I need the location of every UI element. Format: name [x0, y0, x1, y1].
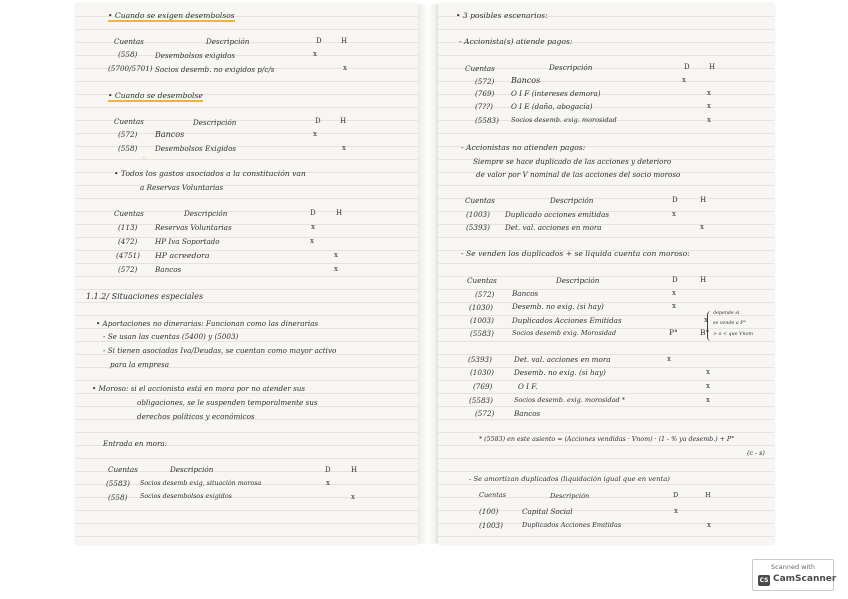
formula-line-1: * (5583) en este asiento = (Acciones vendidas · Vnom) · (1 - % ya desemb.) + P° [479, 436, 735, 443]
t1-row1-debit-mark: x [313, 50, 317, 58]
t3-row3-code: (4751) [116, 251, 140, 260]
t3-row3-credit-mark: x [334, 251, 338, 259]
t2-header-cuentas: Cuentas [114, 117, 144, 126]
t5-header-h: H [709, 63, 716, 71]
camscanner-name: CamScanner [773, 574, 837, 584]
t4-header-d: D [325, 466, 331, 474]
t7-row7-credit-mark: x [706, 382, 710, 390]
t4-row1-code: (5583) [106, 479, 130, 488]
camscanner-scanned-with: Scanned with [771, 563, 815, 571]
t6-row2-desc: Det. val. acciones en mora [505, 223, 602, 232]
t5-row3-credit-mark: x [707, 102, 711, 110]
t7-note-line-3: > o < que Vnom [713, 332, 754, 337]
t1-row1-desc: Desembolsos exigidos [155, 51, 236, 60]
gastos-line-2: a Reservas Voluntarias [140, 183, 224, 192]
t2-header-descripcion: Descripción [193, 118, 237, 127]
aportaciones-line-1: • Aportaciones no dinerarias: Funcionan como las dinerarias [96, 319, 319, 328]
t8-row2-code: (1003) [479, 521, 503, 530]
t3-row2-desc: HP Iva Soportado [155, 237, 220, 246]
t7-row7-code: (769) [473, 382, 493, 391]
t3-header-h: H [336, 209, 343, 217]
t3-header-descripcion: Descripción [184, 209, 228, 218]
t5-header-descripcion: Descripción [549, 63, 593, 72]
t3-row4-desc: Bancos [155, 265, 182, 274]
moroso-line-2: obligaciones, se le suspenden temporalmente sus [137, 398, 318, 407]
t7-row6-credit-mark: x [706, 368, 710, 376]
t7-row1-code: (572) [475, 290, 495, 299]
aportaciones-line-4: para la empresa [110, 360, 170, 369]
t6-row2-code: (5393) [466, 223, 490, 232]
duplicado-line-1: Siempre se hace duplicado de las acciones y deterioro [473, 157, 672, 166]
t7-row6-desc: Desemb. no exig. (si hay) [514, 368, 606, 377]
t7-row2-debit-mark: x [672, 302, 676, 310]
camscanner-watermark [752, 559, 837, 591]
t5-row2-code: (769) [475, 89, 495, 98]
t8-row2-desc: Duplicados Acciones Emitidas [522, 521, 622, 529]
t8-row1-desc: Capital Social [522, 507, 573, 516]
t3-row3-desc: HP acreedora [155, 251, 210, 260]
t5-row2-credit-mark: x [707, 89, 711, 97]
t6-header-descripcion: Descripción [550, 196, 594, 205]
t5-row1-debit-mark: x [682, 76, 686, 84]
t5-header-d: D [684, 63, 690, 71]
t5-row4-credit-mark: x [707, 116, 711, 124]
t7-header-h: H [700, 276, 707, 284]
t2-yellow-tick: ' [143, 155, 145, 164]
t7-row5-code: (5393) [468, 355, 492, 364]
t1-header-descripcion: Descripción [206, 37, 250, 46]
t2-header-h: H [340, 117, 347, 125]
t6-row2-credit-mark: x [700, 223, 704, 231]
t1-row1-code: (558) [118, 50, 138, 59]
t7-row3-credit-mark: x [704, 316, 708, 324]
heading-cuando-exigen: • Cuando se exigen desembolsos [108, 11, 235, 20]
t3-row2-code: (472) [118, 237, 138, 246]
t6-row1-desc: Duplicado acciones emitidas [505, 210, 610, 219]
t2-header-d: D [315, 117, 321, 125]
t7-note-line-1: depende si [713, 311, 740, 316]
t3-header-d: D [310, 209, 316, 217]
t7-row5-debit-mark: x [667, 355, 671, 363]
t2-row2-credit-mark: x [342, 144, 346, 152]
t7-row9-desc: Bancos [514, 409, 541, 418]
t7-row9-code: (572) [475, 409, 495, 418]
t8-row2-credit-mark: x [707, 521, 711, 529]
t8-row1-code: (100) [479, 507, 499, 516]
gastos-line-1: • Todos los gastos asociados a la constitución van [114, 169, 306, 178]
t6-header-cuentas: Cuentas [465, 196, 495, 205]
t7-note-line-2: se vende a P° [713, 321, 746, 326]
t5-row3-code: (7??) [475, 102, 493, 111]
formula-line-2: (c - s) [747, 450, 765, 457]
t4-row2-credit-mark: x [351, 493, 355, 501]
t4-header-descripcion: Descripción [170, 465, 214, 474]
t6-header-h: H [700, 196, 707, 204]
t6-row1-debit-mark: x [672, 210, 676, 218]
t8-row1-debit-mark: x [674, 507, 678, 515]
heading-no-atienden-pagos: - Accionistas no atienden pagos: [461, 143, 586, 152]
t2-row1-debit-mark: x [313, 130, 317, 138]
t7-row2-code: (1030) [469, 303, 493, 312]
t8-header-cuentas: Cuentas [479, 491, 507, 499]
t2-row1-desc: Bancos [155, 130, 185, 139]
t8-header-descripcion: Descripción [550, 492, 590, 500]
camscanner-logo-icon: CS [759, 577, 769, 584]
t4-header-h: H [351, 466, 358, 474]
t4-row1-desc: Socios desemb exig, situación morosa [140, 480, 262, 487]
t5-row4-code: (5583) [475, 116, 499, 125]
t3-row1-desc: Reservas Voluntarias [155, 223, 232, 232]
t7-row8-desc: Socios desemb. exig. morosidad * [514, 396, 625, 404]
t1-row2-code: (5700/5701) [108, 64, 153, 73]
notebook-spine [418, 4, 438, 544]
moroso-line-3: derechos políticos y económicos [137, 412, 255, 421]
t5-header-cuentas: Cuentas [465, 64, 495, 73]
aportaciones-line-2: - Se usan las cuentas (5400) y (5003) [103, 332, 239, 341]
heading-atiende-pagos: - Accionista(s) atiende pagos: [459, 37, 573, 46]
t6-header-d: D [672, 196, 678, 204]
t8-header-d: D [673, 491, 679, 499]
t4-row2-code: (558) [108, 493, 128, 502]
t2-row2-desc: Desembolsos Exigidos [155, 144, 237, 153]
t7-row3-code: (1003) [470, 316, 494, 325]
t7-row5-desc: Det. val. acciones en mora [514, 355, 611, 364]
t3-row1-debit-mark: x [311, 223, 315, 231]
t1-header-cuentas: Cuentas [114, 37, 144, 46]
t3-row1-code: (113) [118, 223, 138, 232]
t7-row7-desc: O I F. [518, 382, 538, 391]
t5-row1-code: (572) [475, 77, 495, 86]
section-title-situaciones-especiales: 1.1.2/ Situaciones especiales [86, 292, 204, 301]
duplicado-line-2: de valor por V nominal de las acciones del socio moroso [476, 170, 681, 179]
t2-row1-code: (572) [118, 130, 138, 139]
t7-header-descripcion: Descripción [556, 276, 600, 285]
t6-row1-code: (1003) [466, 210, 490, 219]
t7-row3-desc: Duplicados Acciones Emitidas [512, 316, 622, 325]
t3-row4-code: (572) [118, 265, 138, 274]
t3-row2-debit-mark: x [310, 237, 314, 245]
t7-header-cuentas: Cuentas [467, 276, 497, 285]
t7-row8-code: (5583) [469, 396, 493, 405]
t7-row8-credit-mark: x [706, 396, 710, 404]
t7-row4-credit-benefit: B° [700, 328, 710, 337]
heading-cuando-desembolse: • Cuando se desembolse [108, 91, 203, 100]
entrada-en-mora-label: Entrada en mora: [103, 439, 168, 448]
t7-row4-desc: Socios desemb exig. Morosidad [512, 329, 617, 337]
t1-header-d: D [316, 37, 322, 45]
t7-row1-desc: Bancos [512, 289, 539, 298]
t5-row1-desc: Bancos [511, 76, 541, 85]
t5-row4-desc: Socios desemb. exig. morosidad [511, 116, 617, 124]
amortizan-heading: - Se amortizan duplicados (liquidación igual que en venta) [469, 475, 670, 483]
left-notebook-page [76, 4, 418, 544]
t7-header-d: D [672, 276, 678, 284]
t4-row1-debit-mark: x [326, 479, 330, 487]
t7-row4-debit-price: P° [669, 328, 678, 337]
t2-row2-code: (558) [118, 144, 138, 153]
aportaciones-line-3: - Si tienen asociadas Iva/Deudas, se cuentan como mayor activo [103, 346, 337, 355]
t1-header-h: H [341, 37, 348, 45]
venden-duplicados-heading: - Se venden los duplicados + se liquida cuenta con moroso: [461, 249, 690, 258]
t1-row2-credit-mark: x [343, 64, 347, 72]
t4-header-cuentas: Cuentas [108, 465, 138, 474]
t7-row4-code: (5583) [470, 329, 494, 338]
t5-row2-desc: O I F (intereses demora) [511, 89, 601, 98]
moroso-line-1: • Moroso: si el accionista está en mora por no atender sus [92, 384, 306, 393]
escenarios-heading: • 3 posibles escenarios: [456, 11, 548, 20]
t3-header-cuentas: Cuentas [114, 209, 144, 218]
t1-row2-desc: Socios desemb. no exigidos p/c/s [155, 65, 275, 74]
t7-row1-debit-mark: x [672, 289, 676, 297]
t3-row4-credit-mark: x [334, 265, 338, 273]
t8-header-h: H [705, 491, 711, 499]
t4-row2-desc: Socios desembolsos exigidos [140, 493, 232, 500]
t7-row2-desc: Desemb. no exig. (si hay) [512, 302, 604, 311]
t7-row6-code: (1030) [470, 368, 494, 377]
t5-row3-desc: O I E (daño, abogacía) [511, 102, 593, 111]
